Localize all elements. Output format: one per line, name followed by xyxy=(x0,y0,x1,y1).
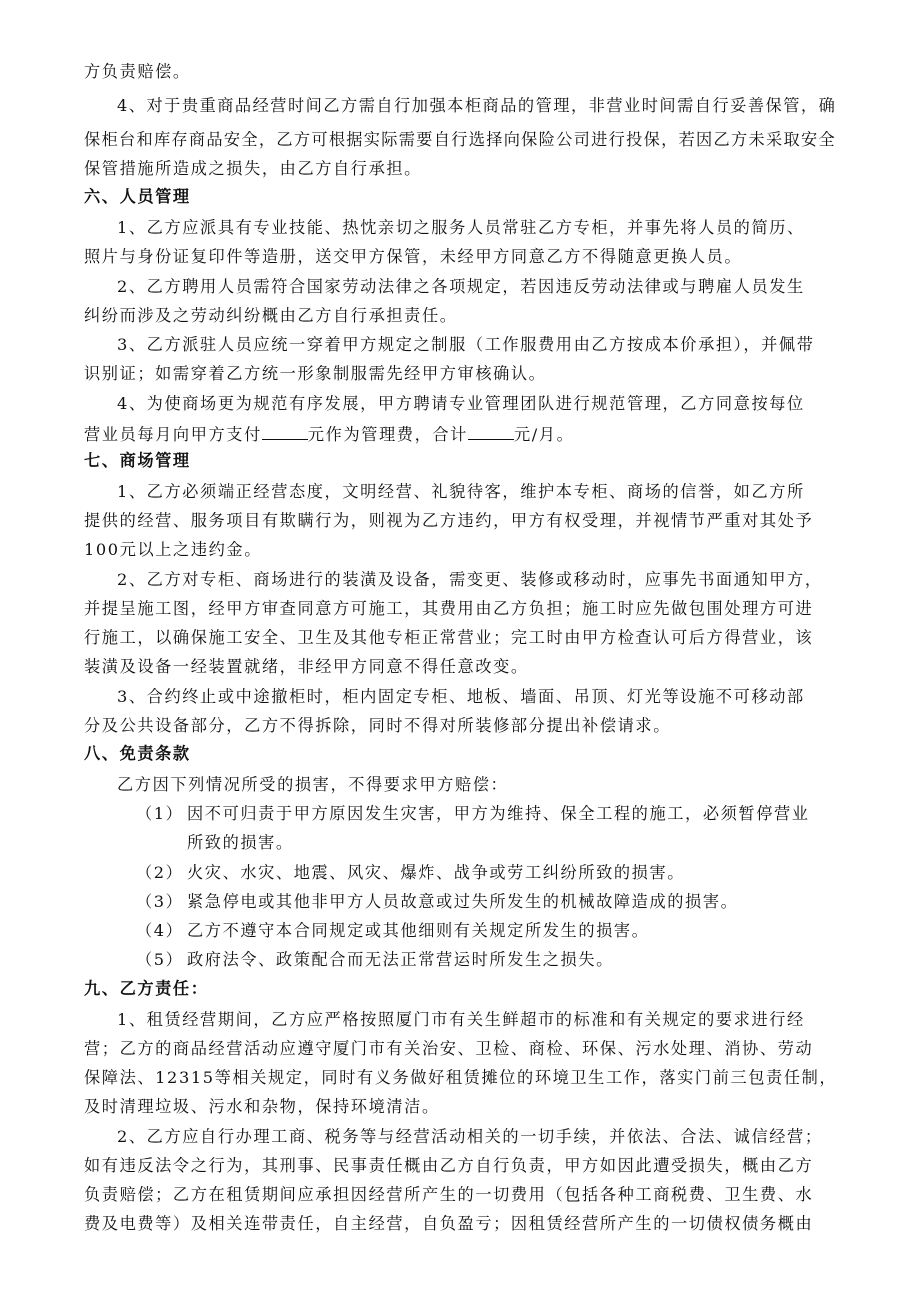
paragraph-line: 100元以上之违约金。 xyxy=(84,540,262,559)
enum-item-text: 乙方不遵守本合同规定或其他细则有关规定所发生的损害。 xyxy=(187,921,650,940)
fill-blank-total-fee[interactable] xyxy=(468,423,514,440)
text-segment: 营业员每月向甲方支付 xyxy=(84,425,262,444)
enum-number: （5） xyxy=(136,950,184,969)
paragraph-line: 保管措施所造成之损失，由乙方自行承担。 xyxy=(84,159,422,178)
paragraph-line: 1、乙方应派具有专业技能、热忱亲切之服务人员常驻乙方专柜，并事先将人员的简历、 xyxy=(117,218,805,237)
paragraph-line: 1、乙方必须端正经营态度，文明经营、礼貌待客，维护本专柜、商场的信誉，如乙方所 xyxy=(117,482,805,501)
paragraph-line: 4、为使商场更为规范有序发展，甲方聘请专业管理团队进行规范管理，乙方同意按每位 xyxy=(117,394,805,413)
section-heading-7: 七、商场管理 xyxy=(84,451,191,470)
section-heading-9: 九、乙方责任： xyxy=(84,979,209,998)
section-heading-6: 六、人员管理 xyxy=(84,187,191,206)
enum-number: （2） xyxy=(136,863,184,882)
text-segment: 元/月。 xyxy=(513,425,575,444)
paragraph-line: 分及公共设备部分，乙方不得拆除，同时不得对所装修部分提出补偿请求。 xyxy=(84,716,671,735)
paragraph-line: 乙方因下列情况所受的损害，不得要求甲方赔偿： xyxy=(117,775,509,794)
paragraph-line: 2、乙方应自行办理工商、税务等与经营活动相关的一切手续，并依法、合法、诚信经营； xyxy=(117,1127,823,1146)
paragraph-line: 2、乙方对专柜、商场进行的装潢及设备，需变更、装修或移动时，应事先书面通知甲方， xyxy=(117,570,823,589)
paragraph-line: 如有违反法令之行为，其刑事、民事责任概由乙方自行负责，甲方如因此遭受损失，概由乙方 xyxy=(84,1156,814,1175)
enum-number: （4） xyxy=(136,921,184,940)
fill-blank-per-person-fee[interactable] xyxy=(262,423,308,440)
paragraph-line: 2、乙方聘用人员需符合国家劳动法律之各项规定，若因违反劳动法律或与聘雇人员发生 xyxy=(117,277,805,296)
paragraph-line: 方负责赔偿。 xyxy=(84,62,191,81)
paragraph-line: 纠纷而涉及之劳动纠纷概由乙方自行承担责任。 xyxy=(84,306,458,325)
paragraph-line: 提供的经营、服务项目有欺瞒行为，则视为乙方违约，甲方有权受理，并视情节严重对其处予 xyxy=(84,511,814,530)
paragraph-line: 保障法、12315等相关规定，同时有义务做好租赁摊位的环境卫生工作，落实门前三包责任制， xyxy=(84,1068,838,1087)
enum-item-text: 政府法令、政策配合而无法正常营运时所发生之损失。 xyxy=(187,950,614,969)
paragraph-line: 1、租赁经营期间，乙方应严格按照厦门市有关生鲜超市的标准和有关规定的要求进行经 xyxy=(117,1010,805,1029)
paragraph-line: 及时清理垃圾、污水和杂物，保持环境清洁。 xyxy=(84,1097,440,1116)
enum-number: （3） xyxy=(136,892,184,911)
paragraph-line-with-blanks xyxy=(84,423,574,445)
paragraph-line: 照片与身份证复印件等造册，送交甲方保管，未经甲方同意乙方不得随意更换人员。 xyxy=(84,247,743,266)
paragraph-line: 4、对于贵重商品经营时间乙方需自行加强本柜商品的管理，非营业时间需自行妥善保管，确 xyxy=(117,96,837,115)
paragraph-line: 并提呈施工图，经甲方审查同意方可施工，其费用由乙方负担；施工时应先做包围处理方可进 xyxy=(84,599,814,618)
section-heading-8: 八、免责条款 xyxy=(84,744,191,763)
enum-item-text: 紧急停电或其他非甲方人员故意或过失所发生的机械故障造成的损害。 xyxy=(187,892,739,911)
enum-item-text: 火灾、水灾、地震、风灾、爆炸、战争或劳工纠纷所致的损害。 xyxy=(187,863,686,882)
enum-item-text: 所致的损害。 xyxy=(187,833,294,852)
paragraph-line: 识别证；如需穿着乙方统一形象制服需先经甲方审核确认。 xyxy=(84,364,547,383)
paragraph-line: 3、乙方派驻人员应统一穿着甲方规定之制服（工作服费用由乙方按成本价承担），并佩带 xyxy=(117,335,815,354)
paragraph-line: 3、合约终止或中途撤柜时，柜内固定专柜、地板、墙面、吊顶、灯光等设施不可移动部 xyxy=(117,687,805,706)
paragraph-line: 装潢及设备一经装置就绪，非经甲方同意不得任意改变。 xyxy=(84,657,529,676)
paragraph-line: 行施工，以确保施工安全、卫生及其他专柜正常营业；完工时由甲方检查认可后方得营业，该 xyxy=(84,628,814,647)
enum-item-text: 因不可归责于甲方原因发生灾害，甲方为维持、保全工程的施工，必须暂停营业 xyxy=(187,804,810,823)
paragraph-line: 费及电费等）及相关连带责任，自主经营，自负盈亏；因租赁经营所产生的一切债权债务概由 xyxy=(84,1214,814,1233)
paragraph-line: 保柜台和库存商品安全，乙方可根据实际需要自行选择向保险公司进行投保，若因乙方未采取安全 xyxy=(84,130,836,149)
text-segment: 元作为管理费，合计 xyxy=(307,425,468,444)
enum-number: （1） xyxy=(136,804,184,823)
paragraph-line: 营；乙方的商品经营活动应遵守厦门市有关治安、卫检、商检、环保、污水处理、消协、劳动 xyxy=(84,1039,814,1058)
paragraph-line: 负责赔偿；乙方在租赁期间应承担因经营所产生的一切费用（包括各种工商税费、卫生费、水 xyxy=(84,1185,814,1204)
